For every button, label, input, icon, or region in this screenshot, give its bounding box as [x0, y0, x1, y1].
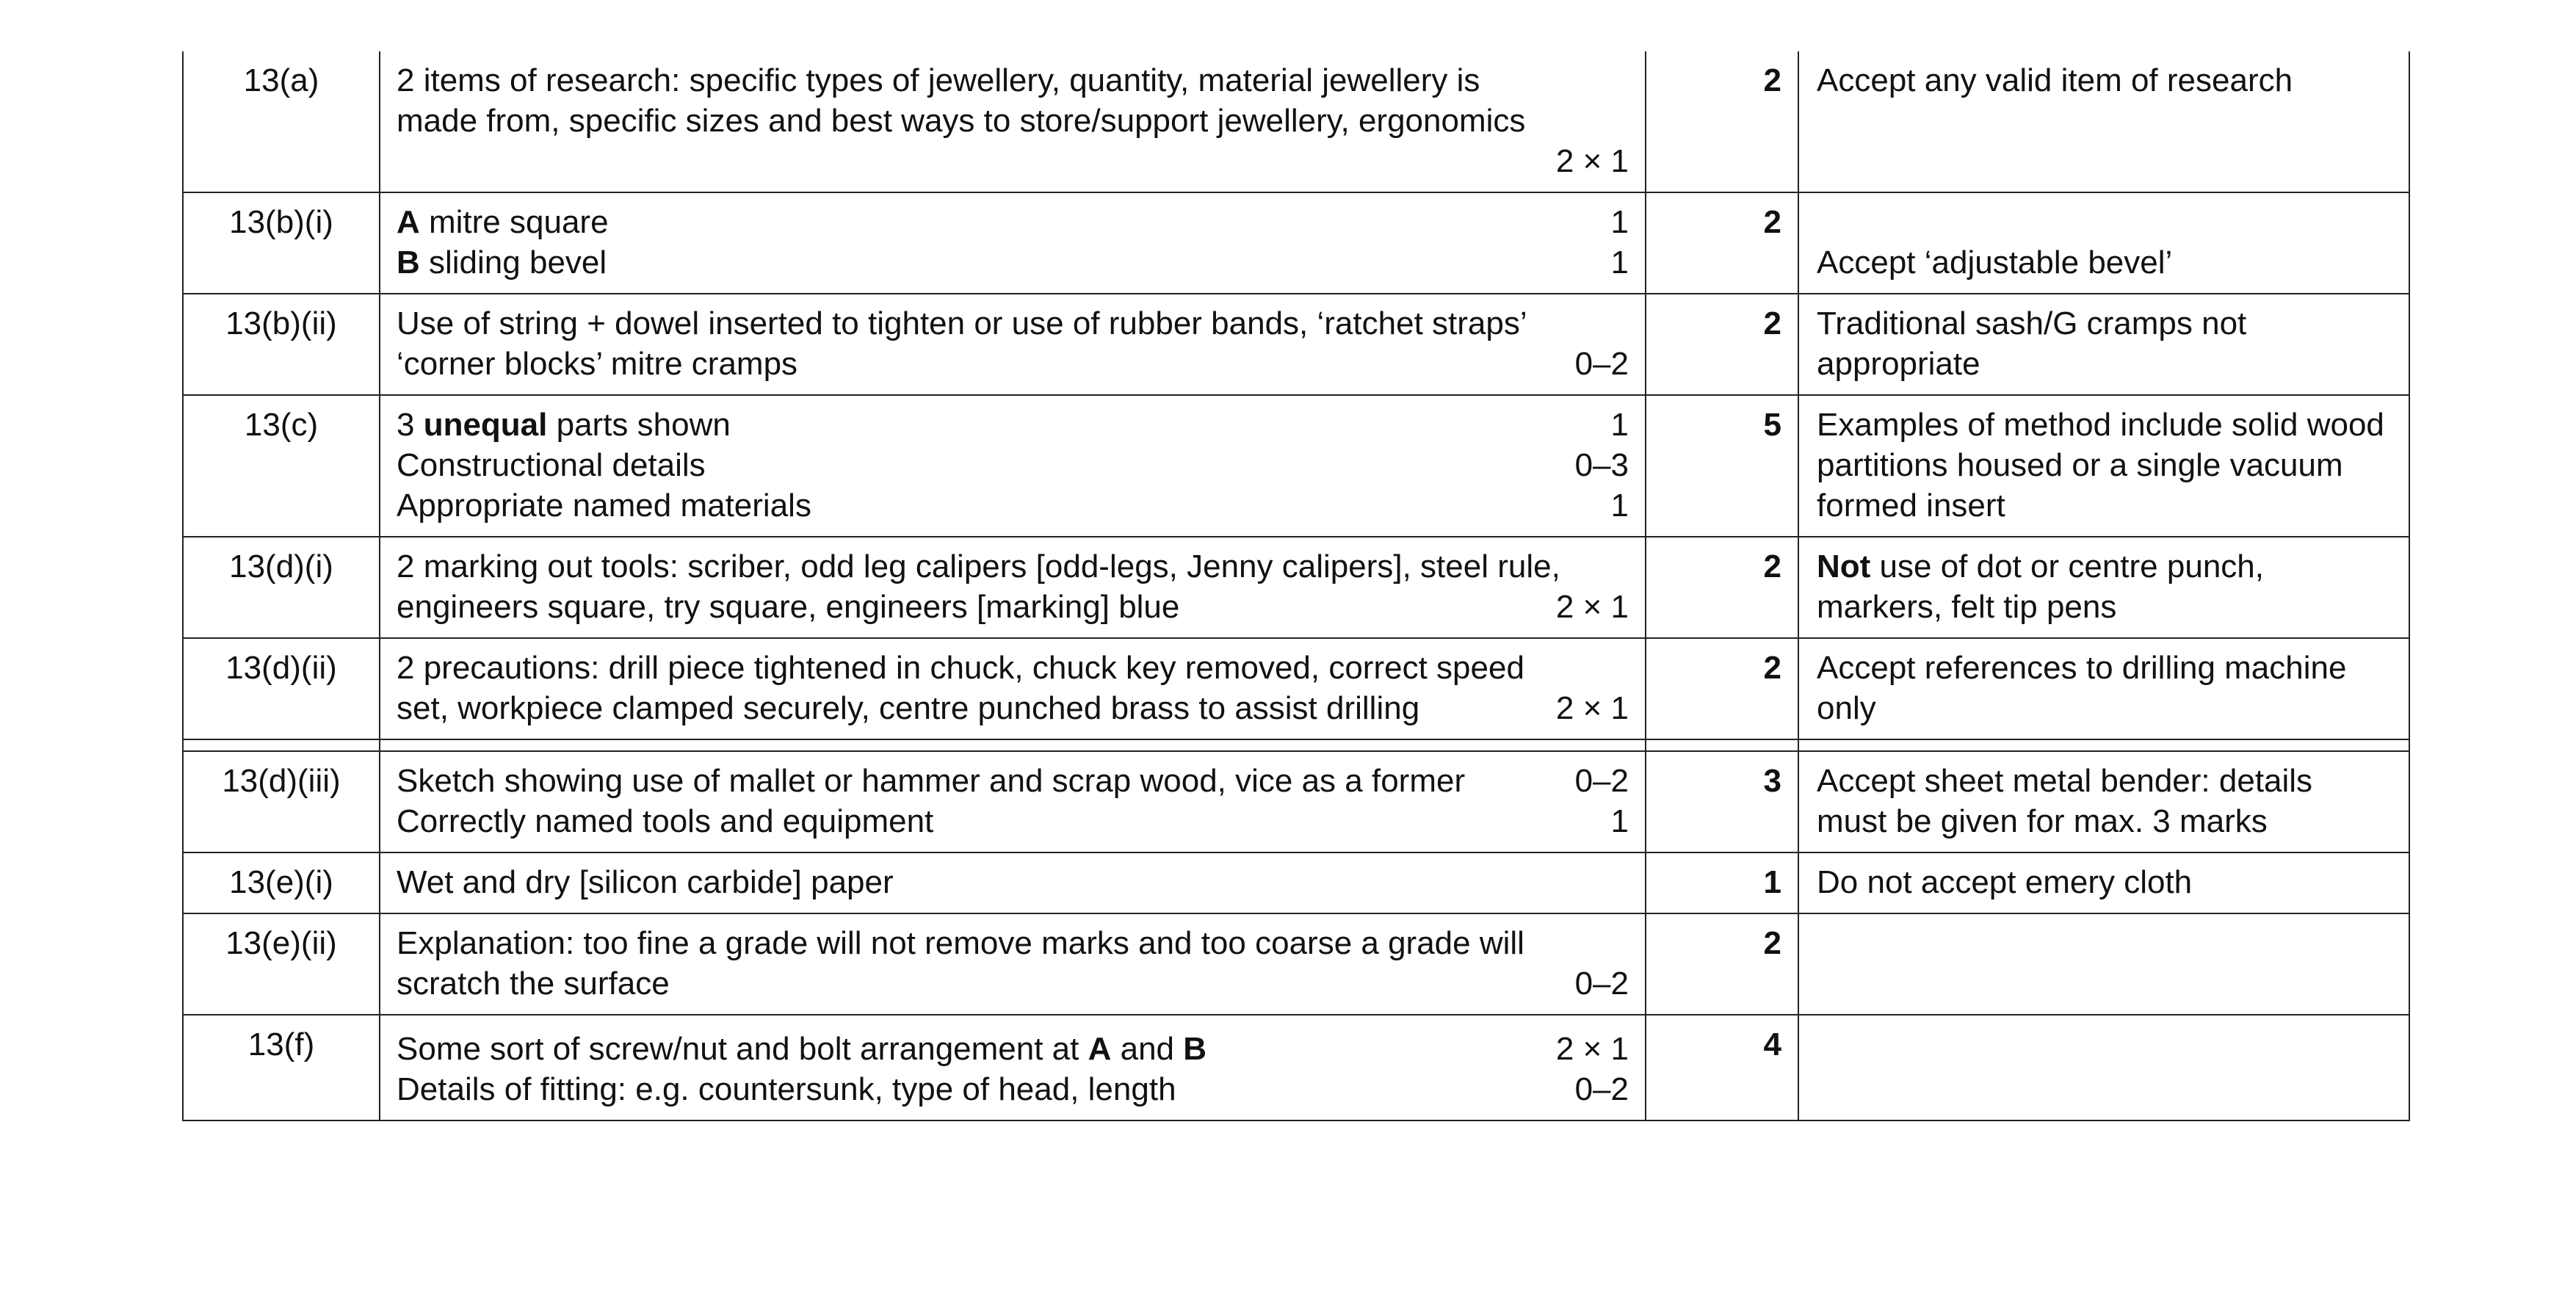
- answer-line: [397, 242, 1629, 283]
- marks-cell: 2: [1646, 638, 1798, 739]
- guidance-cell: [1798, 537, 2409, 638]
- guidance-cell: [1798, 913, 2409, 1015]
- table-row: [183, 751, 2409, 852]
- guidance-emphasis: Not: [1817, 548, 1871, 584]
- question-number: 13(b)(i): [183, 192, 380, 294]
- answer-line: Appropriate named materials 1: [397, 485, 1629, 526]
- table-row: [183, 638, 2409, 739]
- answer-points: 0–2: [1574, 966, 1629, 1002]
- marks-cell: 2: [1646, 192, 1798, 294]
- guidance-text: Accept ‘adjustable bevel’: [1817, 245, 2173, 280]
- table-row: [183, 51, 2409, 192]
- marks-cell: 4: [1646, 1015, 1798, 1120]
- answer-points: 1: [1610, 488, 1629, 524]
- answer-line: ‘corner blocks’ mitre cramps 0–2: [397, 344, 1629, 384]
- answer-points: 1: [1610, 803, 1629, 839]
- guidance-cell: Accept sheet metal bender: details must be given for max. 3 marks: [1798, 751, 2409, 852]
- answer-cell: [380, 294, 1646, 395]
- marks-cell: 2: [1646, 51, 1798, 192]
- question-number: 13(b)(ii): [183, 294, 380, 395]
- guidance-text: use of dot or centre punch, markers, felt tip pens: [1817, 548, 2264, 625]
- answer-line: 2 marking out tools: scriber, odd leg calipers [odd-legs, Jenny calipers], steel rule,: [397, 548, 1560, 584]
- guidance-cell: Accept any valid item of research: [1798, 51, 2409, 192]
- answer-cell: [380, 537, 1646, 638]
- question-number: 13(c): [183, 395, 380, 537]
- answer-line: 2 precautions: drill piece tightened in chuck, chuck key removed, correct speed: [397, 650, 1524, 686]
- marks-cell: 5: [1646, 395, 1798, 537]
- table-row: [183, 1015, 2409, 1120]
- guidance-cell: Traditional sash/G cramps not appropriate: [1798, 294, 2409, 395]
- answer-line: engineers square, try square, engineers [marking] blue 2 × 1: [397, 587, 1629, 627]
- marks-cell: 2: [1646, 913, 1798, 1015]
- answer-line: Constructional details 0–3: [397, 445, 1629, 485]
- answer-text: sliding bevel: [419, 245, 607, 280]
- answer-points: 1: [1610, 245, 1629, 280]
- guidance-cell: Examples of method include solid wood partitions housed or a single vacuum formed insert: [1798, 395, 2409, 537]
- answer-cell: Wet and dry [silicon carbide] paper: [380, 852, 1646, 913]
- answer-line: made from, specific sizes and best ways to store/support jewellery, ergonomics: [397, 103, 1526, 139]
- marks-cell: 1: [1646, 852, 1798, 913]
- label-a: A: [1088, 1031, 1112, 1067]
- mark-scheme-table: [182, 51, 2410, 1121]
- answer-line: Details of fitting: e.g. countersunk, type of head, length 0–2: [397, 1069, 1629, 1109]
- answer-cell: [380, 751, 1646, 852]
- answer-cell: [380, 913, 1646, 1015]
- guidance-cell: Do not accept emery cloth: [1798, 852, 2409, 913]
- answer-points: 0–2: [1574, 346, 1629, 382]
- answer-line: Some sort of screw/nut and bolt arrangement at A and B 2 × 1: [397, 1029, 1629, 1069]
- marks-cell: 2: [1646, 294, 1798, 395]
- answer-cell: [380, 51, 1646, 192]
- answer-cell: [380, 395, 1646, 537]
- answer-cell: [380, 638, 1646, 739]
- answer-line: 3 unequal parts shown 1: [397, 405, 1629, 445]
- table-row: [183, 395, 2409, 537]
- answer-line: Use of string + dowel inserted to tighten or use of rubber bands, ‘ratchet straps’: [397, 305, 1527, 341]
- answer-points: 2 × 1: [1555, 589, 1629, 625]
- question-number: 13(e)(ii): [183, 913, 380, 1015]
- answer-line: Sketch showing use of mallet or hammer and scrap wood, vice as a former 0–2: [397, 761, 1629, 801]
- table-row: [183, 192, 2409, 294]
- mark-scheme-page: [182, 51, 2409, 1121]
- label-a: A: [397, 204, 420, 240]
- question-number: 13(f): [183, 1015, 380, 1120]
- answer-line: [397, 202, 1629, 242]
- label-b: B: [397, 245, 420, 280]
- answer-line: Correctly named tools and equipment 1: [397, 801, 1629, 841]
- table-row: [183, 913, 2409, 1015]
- answer-points: 2 × 1: [1555, 143, 1629, 179]
- answer-line: 2 items of research: specific types of jewellery, quantity, material jewellery is: [397, 62, 1480, 98]
- table-row: [183, 537, 2409, 638]
- guidance-cell: Accept references to drilling machine only: [1798, 638, 2409, 739]
- answer-line: set, workpiece clamped securely, centre punched brass to assist drilling 2 × 1: [397, 688, 1629, 728]
- question-number: 13(e)(i): [183, 852, 380, 913]
- guidance-cell: [1798, 192, 2409, 294]
- answer-points: 1: [1610, 204, 1629, 240]
- table-row: [183, 294, 2409, 395]
- answer-text: mitre square: [419, 204, 609, 240]
- answer-points: 1: [1610, 407, 1629, 443]
- table-row: [183, 852, 2409, 913]
- answer-cell: [380, 192, 1646, 294]
- question-number: 13(d)(i): [183, 537, 380, 638]
- answer-points: 2 × 1: [1555, 1031, 1629, 1067]
- guidance-cell: [1798, 1015, 2409, 1120]
- answer-points: 0–2: [1574, 1071, 1629, 1107]
- answer-points: 2 × 1: [1555, 690, 1629, 726]
- question-number: 13(d)(ii): [183, 638, 380, 739]
- answer-points: 0–2: [1574, 763, 1629, 799]
- page-break-divider: [183, 739, 2409, 751]
- label-b: B: [1183, 1031, 1207, 1067]
- question-number: 13(a): [183, 51, 380, 192]
- marks-cell: 2: [1646, 537, 1798, 638]
- answer-points: 0–3: [1574, 447, 1629, 483]
- answer-cell: [380, 1015, 1646, 1120]
- question-number: 13(d)(iii): [183, 751, 380, 852]
- marks-cell: 3: [1646, 751, 1798, 852]
- answer-line: Explanation: too fine a grade will not remove marks and too coarse a grade will: [397, 925, 1524, 961]
- answer-line: scratch the surface 0–2: [397, 963, 1629, 1004]
